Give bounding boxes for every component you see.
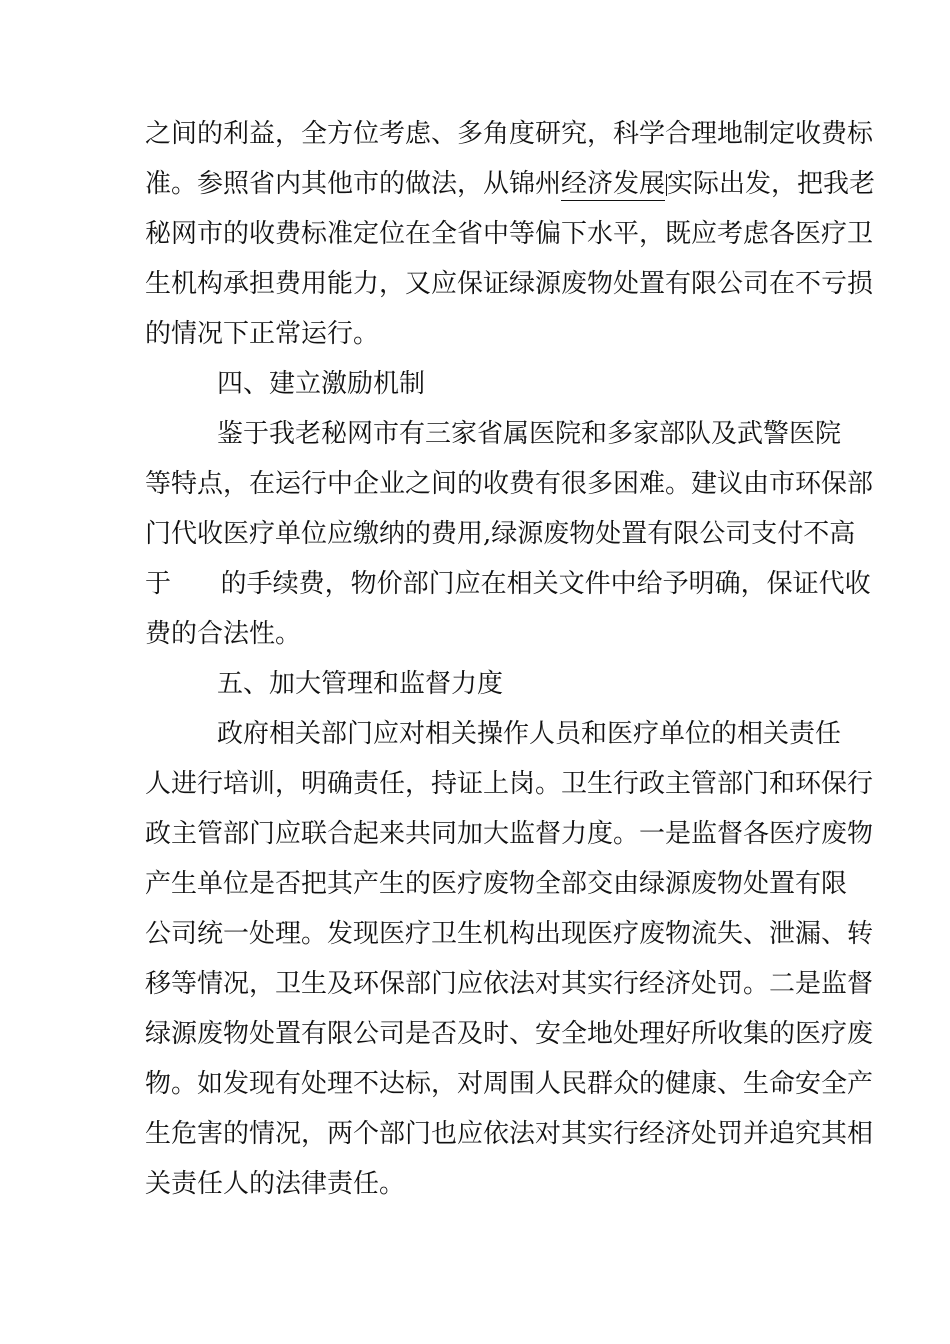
text-line: 鉴于我老秘网市有三家省属医院和多家部队及武警医院 (217, 419, 842, 449)
text-line: 产生单位是否把其产生的医疗废物全部交由绿源废物处置有限 (145, 869, 848, 899)
text-line: 政府相关部门应对相关操作人员和医疗单位的相关责任 (217, 719, 842, 749)
text-line: 绿源废物处置有限公司是否及时、安全地处理好所收集的医疗废 (145, 1019, 874, 1049)
underlined-link[interactable]: 经济发展 (561, 169, 666, 199)
text-line: 物。如发现有处理不达标，对周围人民群众的健康、生命安全产 (145, 1069, 874, 1099)
section-heading: 四、建立激励机制 (217, 369, 426, 399)
text-line: 公司统一处理。发现医疗卫生机构出现医疗废物流失、泄漏、转 (145, 919, 874, 949)
text-line: 生危害的情况，两个部门也应依法对其实行经济处罚并追究其相 (145, 1119, 874, 1149)
text-line (145, 164, 876, 204)
text-line: 费的合法性。 (145, 619, 302, 649)
text-line: 秘网市的收费标准定位在全省中等偏下水平，既应考虑各医疗卫 (145, 219, 874, 249)
text-line: 的情况下正常运行。 (145, 319, 380, 349)
section-heading: 五、加大管理和监督力度 (217, 669, 504, 699)
text-line: 之间的利益，全方位考虑、多角度研究，科学合理地制定收费标 (145, 119, 874, 149)
text-span: 实际出发，把我老 (667, 169, 876, 199)
text-line: 人进行培训，明确责任，持证上岗。卫生行政主管部门和环保行 (145, 769, 874, 799)
text-line: 于 的手续费，物价部门应在相关文件中给予明确，保证代收 (145, 569, 871, 599)
text-line: 移等情况，卫生及环保部门应依法对其实行经济处罚。二是监督 (145, 969, 874, 999)
text-line: 等特点，在运行中企业之间的收费有很多困难。建议由市环保部 (145, 469, 874, 499)
text-line: 关责任人的法律责任。 (145, 1169, 406, 1199)
text-line: 政主管部门应联合起来共同加大监督力度。一是监督各医疗废物 (145, 819, 874, 849)
text-line: 生机构承担费用能力，又应保证绿源废物处置有限公司在不亏损 (145, 269, 874, 299)
text-line: 门代收医疗单位应缴纳的费用,绿源废物处置有限公司支付不高 (145, 519, 856, 549)
text-span: 准。参照省内其他市的做法，从锦州 (145, 169, 562, 199)
